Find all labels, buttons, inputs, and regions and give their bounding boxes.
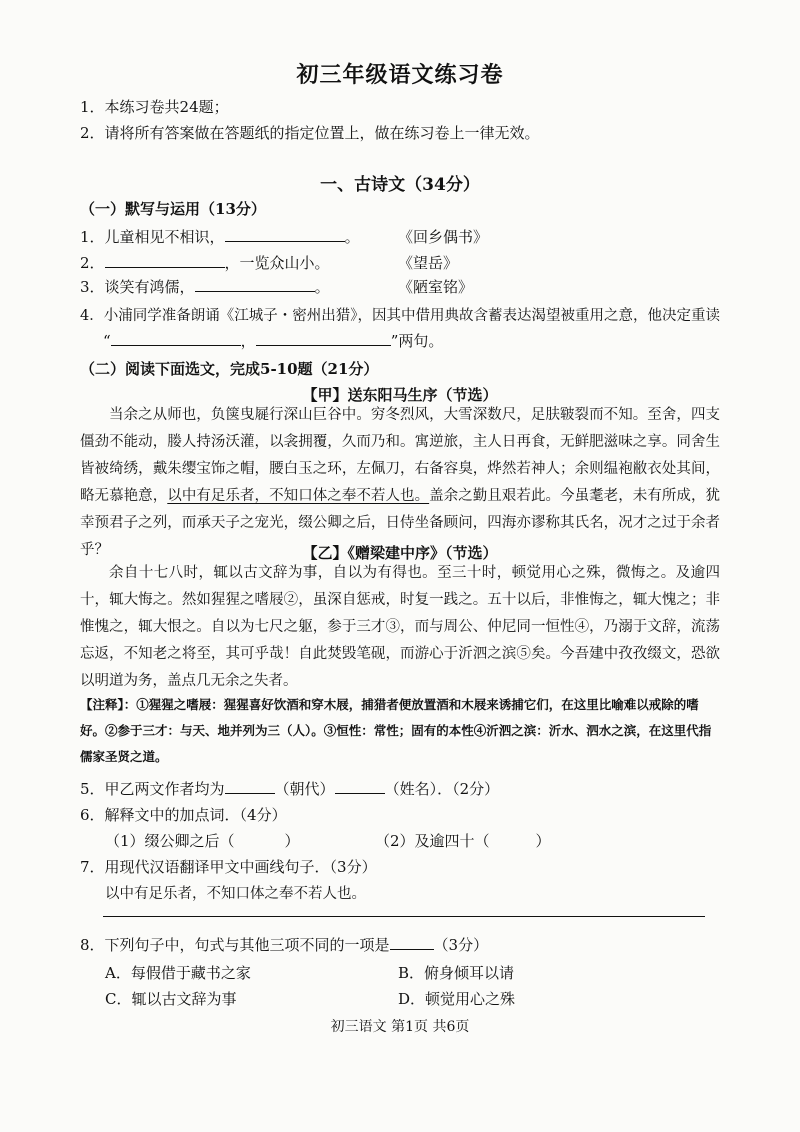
underlined-sentence: 以中有足乐者，不知口体之奉不若人也。 (167, 488, 430, 504)
q5-blank-name (335, 781, 385, 794)
q2-text: ，一览众山小。 (224, 254, 330, 272)
q3-blank (195, 277, 315, 292)
note-1: 1．本练习卷共24题； (80, 98, 229, 116)
option-c: C．辄以古文辞为事 (105, 990, 237, 1008)
q1-end: 。 (344, 228, 360, 246)
part1-header: （一）默写与运用（13分） (80, 200, 266, 218)
option-d: D．顿觉用心之殊 (398, 990, 516, 1008)
option-a: A．每假借于藏书之家 (105, 964, 251, 982)
question-2 (80, 252, 330, 273)
q5-blank-dynasty (225, 781, 275, 794)
option-b: B．俯身倾耳以请 (398, 964, 515, 982)
q8-blank (390, 937, 434, 950)
annotation: 【注释】：①猩猩之嗜屐：猩猩喜好饮酒和穿木屐，捕猎者便放置酒和木屐来诱捕它们，在这里比喻难以戒除的嗜好。②参于三才：与天、地并列为三（人）。③恒性：常性；固有的本性④沂泗之滨：沂水、泗水之滨，在这里代指儒家圣贤之道。 (80, 697, 712, 764)
text-jia-body: 当余之从师也，负箧曳屣行深山巨谷中。穷冬烈风，大雪深数尺，足肤皲裂而不知。至舍，四支僵劲不能动，媵人持汤沃灌，以衾拥覆，久而乃和。寓逆旅，主人日再食，无鲜肥滋味之享。同舍生皆被绮绣，戴朱缨宝饰之帽，腰白玉之环，左佩刀，右备容臭，烨然若神人；余则缊袍敝衣处其间，略无慕艳意，以中有足乐者，不知口体之奉不若人也。盖余之勤且艰若此。今虽耄老，未有所成，犹幸预君子之列，而承天子之宠光，缀公卿之后，日侍坐备顾问，四海亦谬称其氏名，况才之过于余者乎？ (80, 407, 721, 558)
question-4: 4．小浦同学准备朗诵《江城子・密州出猎》，因其中借用典故含蓄表达渴望被重用之意，他决定重读 (80, 308, 720, 324)
note-2: 2．请将所有答案做在答题纸的指定位置上，做在练习卷上一律无效。 (80, 124, 540, 142)
q2-blank (105, 253, 225, 268)
q7-sentence: 以中有足乐者，不知口体之奉不若人也。 (105, 886, 366, 902)
question-7: 7．用现代汉语翻译甲文中画线句子．（3分） (80, 858, 377, 876)
q6-item-2: （2）及逾四十（ ） (375, 832, 551, 850)
q4-blank-2 (256, 331, 391, 346)
q1-source: 《回乡偶书》 (398, 228, 489, 246)
page-footer: 初三语文 第1页 共6页 (330, 1019, 470, 1035)
text-jia-title: 【甲】送东阳马生序（节选） (302, 386, 498, 404)
q3-source: 《陋室铭》 (398, 278, 474, 296)
q1-number: 1． (80, 228, 105, 246)
q1-blank (225, 227, 345, 242)
q6-item-1: （1）缀公卿之后（ ） (105, 832, 300, 850)
q3-number: 3． (80, 278, 105, 296)
text-yi-title: 【乙】《赠梁建中序》（节选） (302, 544, 498, 562)
part2-header: （二）阅读下面选文，完成5-10题（21分） (80, 360, 379, 378)
text-yi-body: 余自十七八时，辄以古文辞为事，自以为有得也。至三十时，顿觉用心之殊，微悔之。及逾四十，辄大悔之。然如猩猩之嗜屐②，虽深自惩戒，时复一践之。五十以后，非惟悔之，辄大愧之；非惟愧之，辄大恨之。自以为七尺之躯，参于三才③，而与周公、仲尼同一恒性④，乃溺于文辞，流荡忘返，不知老之将至，其可乎哉！自此焚毁笔砚，而游心于沂泗之滨⑤矣。今吾建中孜孜缀文，恐欲以明道为务，盖点几无余之失者。 (80, 565, 720, 689)
question-1 (80, 226, 360, 247)
question-6: 6．解释文中的加点词．（4分） (80, 806, 287, 824)
question-4-line2: “ ， ”两句。 (103, 332, 444, 350)
q2-number: 2． (80, 254, 105, 272)
page-title: 初三年级语文练习卷 (296, 62, 504, 88)
q2-source: 《望岳》 (398, 254, 459, 272)
q3-end: 。 (314, 278, 330, 296)
question-5: 5．甲乙两文作者均为 （朝代） （姓名）．（2分） (80, 780, 500, 798)
q1-text: 儿童相见不相识， (104, 228, 225, 246)
q3-text: 谈笑有鸿儒， (104, 278, 195, 296)
q4-blank-1 (111, 331, 241, 346)
question-3 (80, 276, 330, 297)
answer-line (103, 916, 705, 917)
question-8: 8．下列句子中，句式与其他三项不同的一项是 （3分） (80, 936, 489, 954)
section-heading: 一、古诗文（34分） (320, 175, 480, 195)
